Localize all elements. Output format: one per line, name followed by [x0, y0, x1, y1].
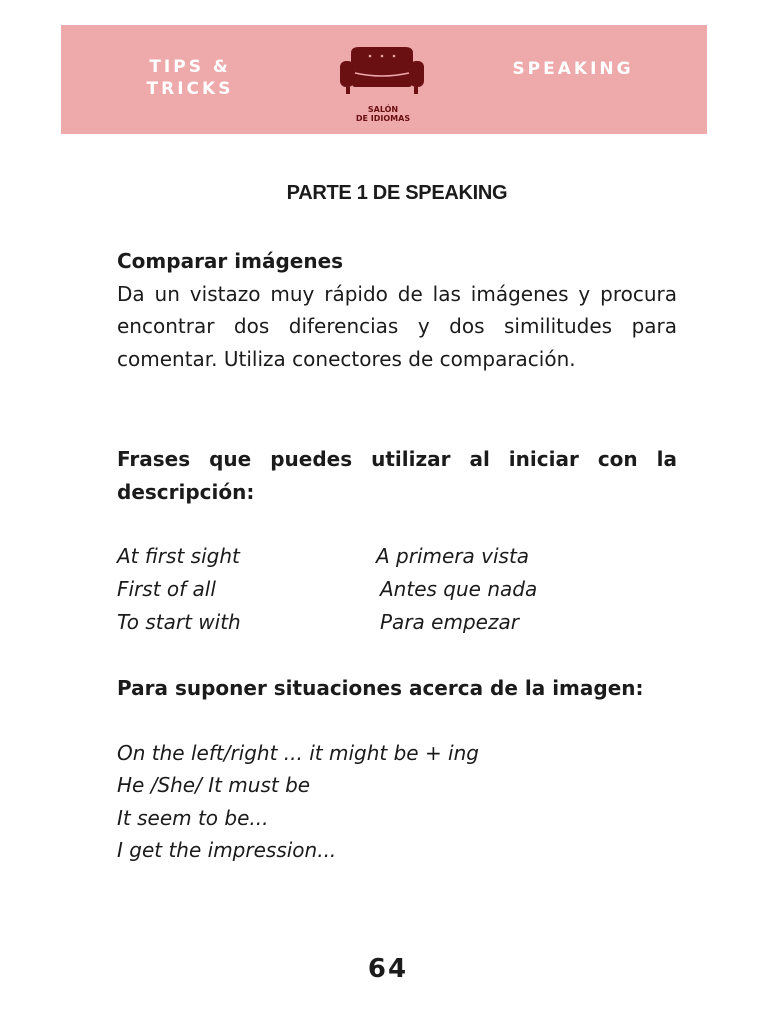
phrase-spanish: Antes que nada	[380, 577, 538, 601]
phrase-english: At first sight	[117, 544, 240, 568]
section-assumptions	[117, 672, 677, 867]
phrase-english: To start with	[117, 610, 241, 634]
page-header	[61, 25, 707, 134]
section-intro-phrases	[117, 443, 677, 639]
sofa-icon	[337, 43, 427, 105]
page-title: PARTE 1 DE SPEAKING	[286, 182, 508, 204]
section-heading: Comparar imágenes	[117, 249, 344, 273]
section-heading: Frases que puedes utilizar al iniciar con la descripción:	[117, 447, 677, 504]
phrase-row	[117, 606, 677, 639]
tricks-label: TRICKS	[146, 79, 234, 99]
speaking-label: SPEAKING	[512, 59, 634, 79]
tips-label: TIPS &	[149, 57, 231, 77]
phrase-line: I get the impression...	[117, 838, 337, 862]
section-body: Da un vistazo muy rápido de las imágenes y procura encontrar dos diferencias y dos similitudes para comentar. Utiliza conectores de comparación.	[117, 281, 677, 371]
page-number: 64	[367, 954, 409, 984]
tips-tricks-label	[145, 56, 235, 100]
phrase-row	[117, 540, 677, 573]
phrase-spanish: Para empezar	[380, 610, 519, 634]
phrase-line: On the left/right ... it might be + ing	[117, 740, 479, 765]
logo-text: SALÓN DE IDIOMAS	[355, 105, 411, 123]
section-heading: Para suponer situaciones acerca de la imagen:	[117, 676, 644, 700]
section-compare-images	[117, 245, 677, 375]
phrase-line: It seem to be...	[117, 805, 269, 830]
salon-de-idiomas-logo	[337, 43, 427, 123]
phrase-line: He /She/ It must be	[117, 773, 311, 797]
phrase-spanish: A primera vista	[376, 544, 530, 568]
phrase-english: First of all	[117, 577, 216, 601]
phrase-row	[117, 573, 677, 606]
